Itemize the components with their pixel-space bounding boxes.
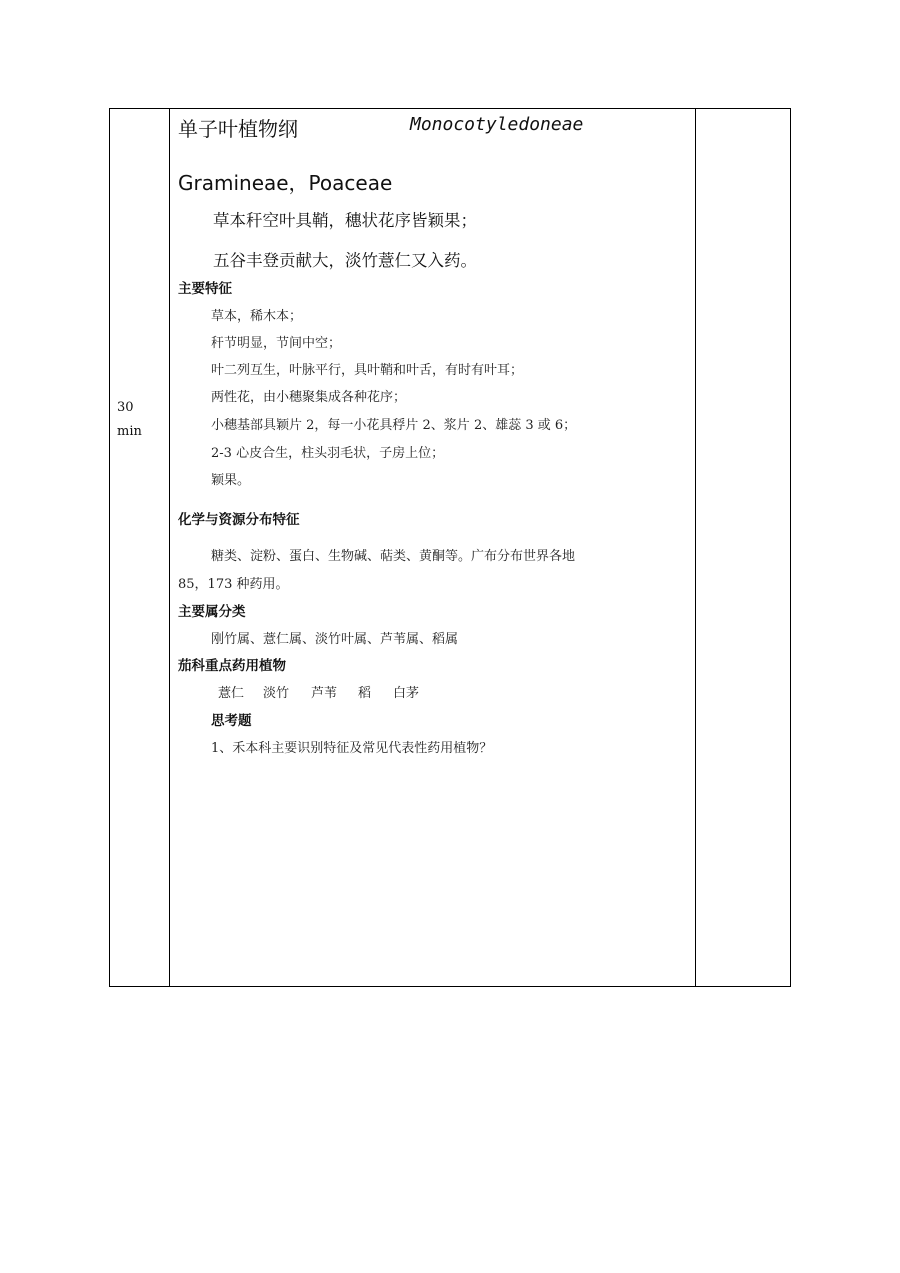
- lesson-table: [109, 108, 791, 987]
- features-heading: 主要特征: [178, 281, 232, 297]
- feature-item: 两性花，由小穗聚集成各种花序；: [211, 390, 407, 405]
- chemistry-line-1: 糖类、淀粉、蛋白、生物碱、萜类、黄酮等。广布分布世界各地: [211, 549, 576, 564]
- verse-line-2: 五谷丰登贡献大，淡竹薏仁又入药。: [213, 251, 477, 270]
- plant-item: 薏仁: [218, 686, 245, 701]
- plant-item: 白茅: [393, 686, 420, 701]
- verse-line-1: 草本秆空叶具鞘，穗状花序皆颖果；: [213, 211, 477, 230]
- feature-item: 颖果。: [211, 473, 251, 488]
- feature-item: 叶二列互生，叶脉平行，具叶鞘和叶舌，有时有叶耳；: [211, 363, 524, 378]
- time-unit: min: [117, 424, 142, 439]
- plant-item: 淡竹: [263, 686, 290, 701]
- genera-heading: 主要属分类: [178, 604, 246, 620]
- class-title-latin: Monocotyledoneae: [410, 114, 584, 135]
- chemistry-line-2: 85，173 种药用。: [178, 577, 289, 592]
- class-title-chinese: 单子叶植物纲: [178, 117, 298, 141]
- plant-item: 稻: [358, 686, 372, 701]
- plant-item: 芦苇: [311, 686, 338, 701]
- genera-list: 刚竹属、薏仁属、淡竹叶属、芦苇属、稻属: [211, 632, 459, 647]
- feature-item: 秆节明显，节间中空；: [211, 336, 342, 351]
- time-value: 30: [117, 400, 134, 415]
- feature-item: 小穗基部具颖片 2，每一小花具稃片 2、浆片 2、雄蕊 3 或 6；: [211, 418, 577, 433]
- question-1: 1、禾本科主要识别特征及常见代表性药用植物？: [211, 741, 493, 756]
- family-name: Gramineae，Poaceae: [178, 171, 393, 195]
- column-divider-right: [695, 109, 696, 986]
- feature-item: 2-3 心皮合生，柱头羽毛状，子房上位；: [211, 446, 445, 461]
- questions-heading: 思考题: [211, 713, 252, 729]
- feature-item: 草本，稀木本；: [211, 309, 303, 324]
- plants-heading: 茄科重点药用植物: [178, 658, 286, 674]
- chemistry-heading: 化学与资源分布特征: [178, 512, 300, 528]
- time-cell: [117, 396, 142, 444]
- column-divider-left: [169, 109, 170, 986]
